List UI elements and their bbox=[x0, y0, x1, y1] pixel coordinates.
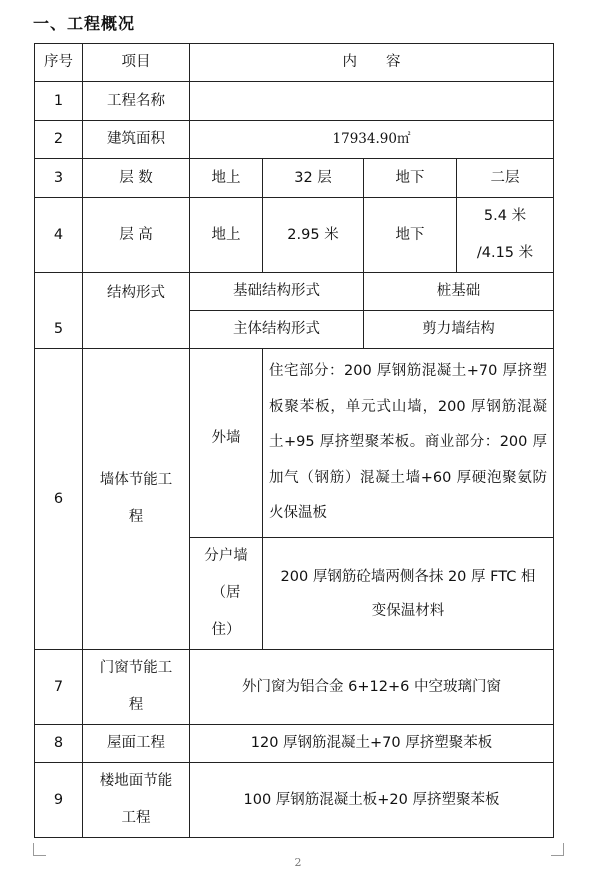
table-row bbox=[35, 650, 554, 725]
row-item-line-1: 门窗节能工 bbox=[99, 660, 173, 676]
row-value: 外门窗为铝合金 6+12+6 中空玻璃门窗 bbox=[190, 650, 554, 725]
outer-wall-text: 住宅部分：200 厚钢筋混凝土+70 厚挤塑板聚苯板，单元式山墙，200 厚钢筋混凝土+95 厚挤塑聚苯板。商业部分：200 厚加气（钢筋）混凝土墙+60 厚硬泡聚氨防火保温板 bbox=[263, 349, 554, 538]
main-structure-value: 剪力墙结构 bbox=[364, 311, 554, 349]
row-no: 7 bbox=[35, 650, 83, 725]
row-item bbox=[83, 763, 190, 838]
row-no: 9 bbox=[35, 763, 83, 838]
row-item-line-2: 工程 bbox=[121, 810, 151, 826]
row-item: 层 高 bbox=[83, 198, 190, 273]
main-structure-label: 主体结构形式 bbox=[190, 311, 364, 349]
row-value: 17934.90㎡ bbox=[190, 121, 554, 159]
row-no: 8 bbox=[35, 725, 83, 763]
table-row bbox=[35, 82, 554, 121]
party-wall-label-line-1: 分户墙 bbox=[204, 548, 248, 564]
row-no: 6 bbox=[35, 349, 83, 650]
row-no: 5 bbox=[35, 273, 83, 349]
row-item: 层 数 bbox=[83, 159, 190, 198]
crop-mark-left bbox=[33, 843, 46, 856]
table-row bbox=[35, 349, 554, 538]
project-overview-table bbox=[34, 43, 554, 838]
outer-wall-label: 外墙 bbox=[190, 349, 263, 538]
row-no: 2 bbox=[35, 121, 83, 159]
table-row bbox=[35, 763, 554, 838]
row-item: 工程名称 bbox=[83, 82, 190, 121]
row-value bbox=[190, 82, 554, 121]
foundation-value: 桩基础 bbox=[364, 273, 554, 311]
floors-below-value: 二层 bbox=[457, 159, 554, 198]
header-no: 序号 bbox=[35, 44, 83, 82]
row-item: 屋面工程 bbox=[83, 725, 190, 763]
table-header-row bbox=[35, 44, 554, 82]
table-row bbox=[35, 725, 554, 763]
party-wall-label bbox=[190, 538, 263, 650]
party-wall-label-line-2: （居 bbox=[211, 585, 241, 601]
floors-above-value: 32 层 bbox=[263, 159, 364, 198]
header-content: 内 容 bbox=[190, 44, 554, 82]
page-number: 2 bbox=[294, 856, 302, 869]
floors-below-label: 地下 bbox=[364, 159, 457, 198]
section-heading: 一、工程概况 bbox=[33, 14, 136, 33]
height-above-value: 2.95 米 bbox=[263, 198, 364, 273]
party-wall-label-line-3: 住） bbox=[211, 622, 241, 638]
row-item bbox=[83, 349, 190, 650]
row-no: 3 bbox=[35, 159, 83, 198]
height-below-line-2: /4.15 米 bbox=[476, 245, 534, 261]
row-item-line-1: 楼地面节能 bbox=[99, 773, 173, 789]
height-above-label: 地上 bbox=[190, 198, 263, 273]
foundation-label: 基础结构形式 bbox=[190, 273, 364, 311]
height-below-value bbox=[457, 198, 554, 273]
party-wall-text: 200 厚钢筋砼墙两侧各抹 20 厚 FTC 相变保温材料 bbox=[263, 538, 554, 650]
row-item: 结构形式 bbox=[83, 273, 190, 349]
row-item-line-2: 程 bbox=[128, 509, 144, 525]
row-item-line-1: 墙体节能工 bbox=[99, 472, 173, 488]
row-no: 4 bbox=[35, 198, 83, 273]
table-row bbox=[35, 198, 554, 273]
height-below-line-1: 5.4 米 bbox=[483, 208, 527, 224]
table-row bbox=[35, 121, 554, 159]
row-item-line-2: 程 bbox=[128, 697, 144, 713]
floors-above-label: 地上 bbox=[190, 159, 263, 198]
height-below-label: 地下 bbox=[364, 198, 457, 273]
row-item: 建筑面积 bbox=[83, 121, 190, 159]
table-row bbox=[35, 273, 554, 311]
row-value: 100 厚钢筋混凝土板+20 厚挤塑聚苯板 bbox=[190, 763, 554, 838]
header-item: 项目 bbox=[83, 44, 190, 82]
row-value: 120 厚钢筋混凝土+70 厚挤塑聚苯板 bbox=[190, 725, 554, 763]
table-row bbox=[35, 159, 554, 198]
row-no: 1 bbox=[35, 82, 83, 121]
crop-mark-right bbox=[551, 843, 564, 856]
row-item bbox=[83, 650, 190, 725]
